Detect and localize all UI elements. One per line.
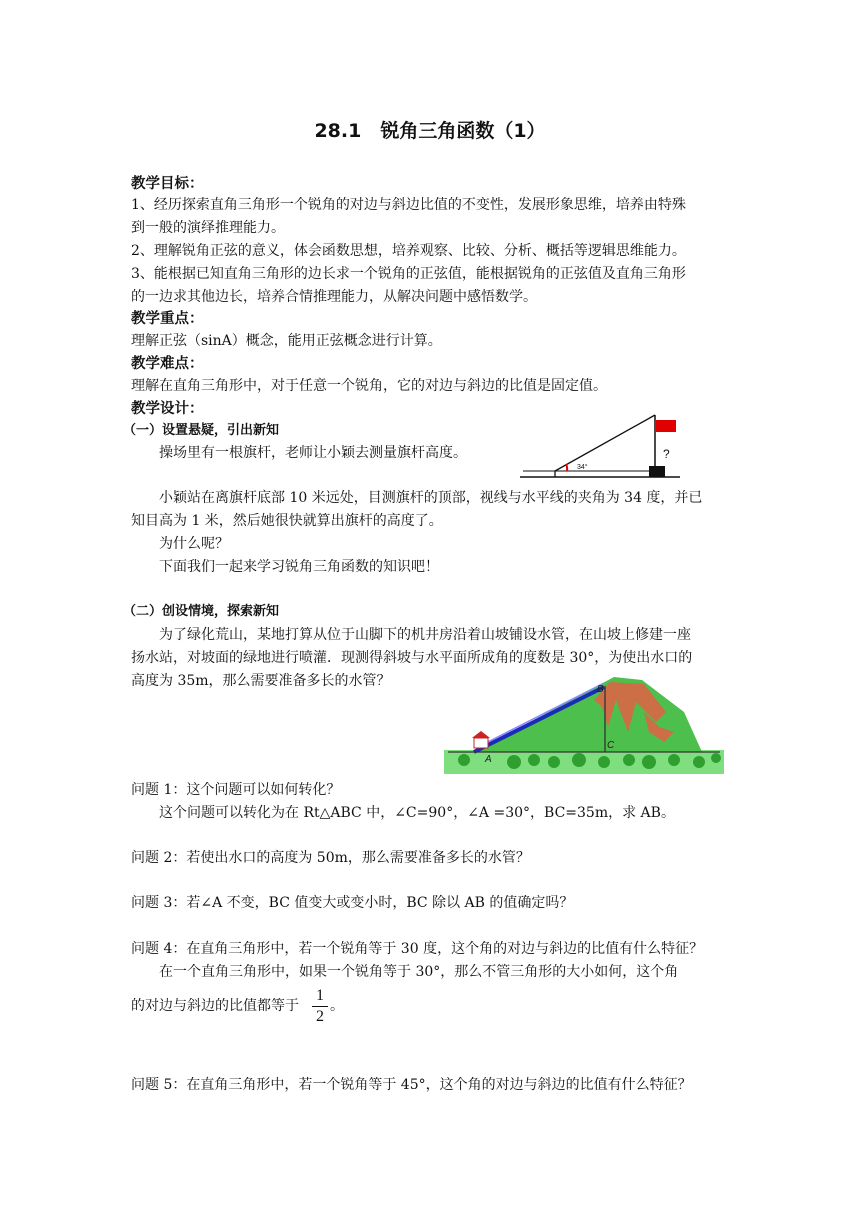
section-1-p1: 操场里有一根旗杆，老师让小颖去测量旗杆高度。 (159, 445, 467, 461)
section-2-heading: （二）创设情境，探索新知 (123, 604, 280, 619)
hill-label-b: B (597, 684, 604, 695)
hill-label-c: C (607, 740, 615, 751)
goal-1-line-1: 1、经历探索直角三角形一个锐角的对边与斜边比值的不变性，发展形象思维，培养由特殊 (131, 197, 686, 213)
question-4: 问题 4：在直角三角形中，若一个锐角等于 30 度，这个角的对边与斜边的比值有什么特征？ (131, 941, 704, 957)
key-heading: 教学重点： (131, 311, 204, 327)
goal-1-line-2: 到一般的演绎推理能力。 (131, 220, 285, 236)
flag-question-mark: ? (663, 447, 670, 461)
difficulty-heading: 教学难点： (131, 356, 204, 372)
section-1-p2-line-1: 小颖站在离旗杆底部 10 米远处，目测旗杆的顶部，视线与水平线的夹角为 34 度，并已 (159, 490, 703, 506)
goal-3-line-2: 的一边求其他边长，培养合情推理能力，从解决问题中感悟数学。 (131, 289, 537, 305)
section-2-p1-line-3: 高度为 35m，那么需要准备多长的水管？ (131, 673, 391, 689)
question-1: 问题 1：这个问题可以如何转化？ (131, 782, 341, 798)
hill-label-a: A (485, 754, 492, 765)
section-1-p2-line-2: 知目高为 1 米，然后她很快就算出旗杆的高度了。 (131, 513, 443, 529)
design-heading: 教学设计： (131, 401, 204, 417)
flagpole-figure (515, 412, 690, 482)
question-5: 问题 5：在直角三角形中，若一个锐角等于 45°，这个角的对边与斜边的比值有什么特征？ (131, 1077, 692, 1093)
question-4-answer-line-2: 的对边与斜边的比值都等于 (131, 998, 299, 1014)
question-3: 问题 3：若∠A 不变，BC 值变大或变小时，BC 除以 AB 的值确定吗？ (131, 895, 574, 911)
goal-2: 2、理解锐角正弦的意义，体会函数思想，培养观察、比较、分析、概括等逻辑思维能力。 (131, 243, 686, 259)
key-text: 理解正弦（sinA）概念，能用正弦概念进行计算。 (131, 333, 442, 349)
difficulty-text: 理解在直角三角形中，对于任意一个锐角，它的对边与斜边的比值是固定值。 (131, 378, 607, 394)
question-1-answer: 这个问题可以转化为在 Rt△ABC 中，∠C=90°，∠A =30°，BC=35m，求 AB。 (159, 805, 675, 821)
fraction-one-half (312, 987, 328, 1026)
section-1-heading: （一）设置悬疑，引出新知 (123, 423, 280, 438)
fraction-denominator: 2 (316, 1008, 324, 1025)
section-2-p1-line-2: 扬水站，对坡面的绿地进行喷灌．现测得斜坡与水平面所成角的度数是 30°，为使出水口的 (131, 650, 693, 666)
question-4-answer-line-1: 在一个直角三角形中，如果一个锐角等于 30°，那么不管三角形的大小如何，这个角 (159, 964, 679, 980)
page-title: 28.1 锐角三角函数（1） (314, 120, 546, 142)
hillside-figure (444, 672, 724, 776)
flag-angle-label: 34° (577, 464, 588, 471)
question-2: 问题 2：若使出水口的高度为 50m，那么需要准备多长的水管？ (131, 850, 530, 866)
question-4-answer-end: 。 (330, 998, 344, 1014)
section-2-p1-line-1: 为了绿化荒山，某地打算从位于山脚下的机井房沿着山坡铺设水管，在山坡上修建一座 (159, 627, 691, 643)
fraction-numerator: 1 (316, 987, 324, 1004)
section-1-p3: 为什么呢？ (159, 536, 229, 552)
goal-3-line-1: 3、能根据已知直角三角形的边长求一个锐角的正弦值，能根据锐角的正弦值及直角三角形 (131, 266, 686, 282)
goals-heading: 教学目标： (131, 176, 204, 192)
section-1-p4: 下面我们一起来学习锐角三角函数的知识吧！ (159, 559, 439, 575)
